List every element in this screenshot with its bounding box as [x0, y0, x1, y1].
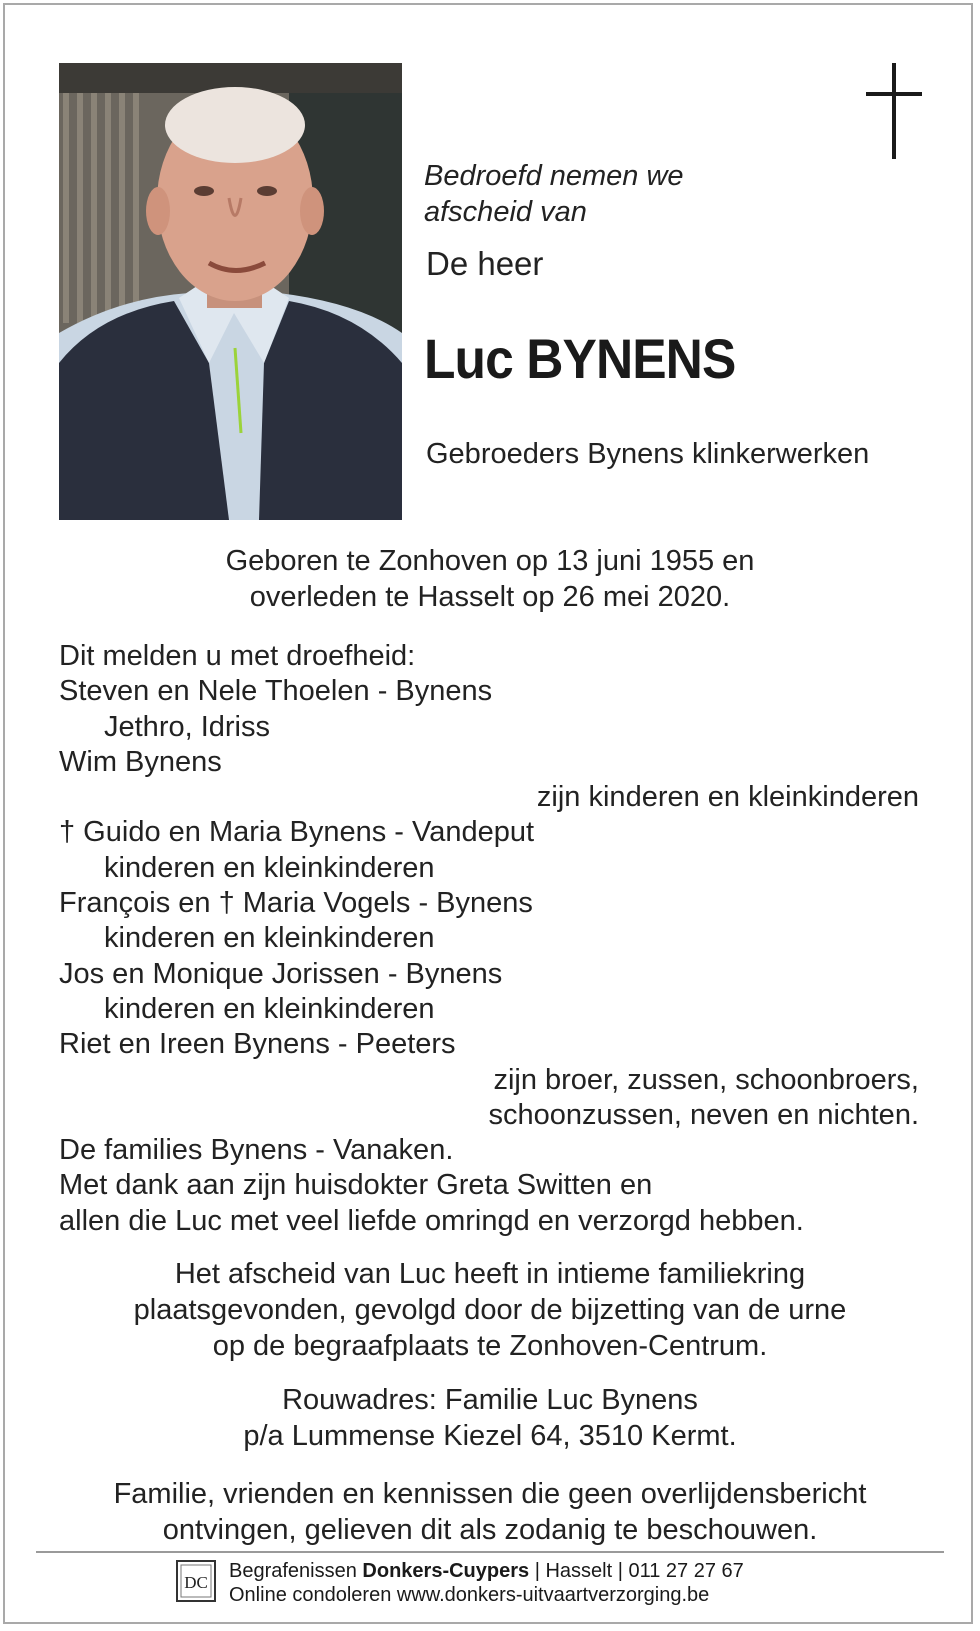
list-item: zijn broer, zussen, schoonbroers, [493, 1063, 919, 1096]
list-item: kinderen en kleinkinderen [104, 922, 435, 955]
list-item: allen die Luc met veel liefde omringd en verzorgd hebben. [59, 1204, 804, 1237]
list-item: Jos en Monique Jorissen - Bynens [59, 957, 503, 990]
list-item: † Guido en Maria Bynens - Vandeput [59, 816, 535, 849]
address-line: Rouwadres: Familie Luc Bynens [282, 1384, 698, 1416]
notice-line: ontvingen, gelieven dit als zodanig te beschouwen. [162, 1514, 818, 1546]
list-item: Wim Bynens [59, 745, 222, 778]
intro-line: afscheid van [424, 196, 587, 228]
list-item: Riet en Ireen Bynens - Peeters [59, 1028, 456, 1061]
dates-block [40, 543, 940, 615]
family-list [59, 639, 919, 1239]
footer-prefix: Begrafenissen [229, 1560, 363, 1582]
deceased-name: Luc BYNENS [424, 327, 736, 390]
list-item: kinderen en kleinkinderen [104, 851, 435, 884]
list-item: Met dank aan zijn huisdokter Greta Switten en [59, 1169, 653, 1202]
list-item: De families Bynens - Vanaken. [59, 1134, 454, 1167]
farewell-line: Het afscheid van Luc heeft in intieme familiekring [174, 1258, 806, 1290]
address-block [40, 1382, 940, 1454]
list-item: Steven en Nele Thoelen - Bynens [59, 675, 493, 708]
footer-phone: 011 27 27 67 [628, 1560, 744, 1582]
farewell-line: op de begraafplaats te Zonhoven-Centrum. [212, 1330, 768, 1362]
farewell-block [40, 1256, 940, 1364]
death-line: overleden te Hasselt op 26 mei 2020. [249, 581, 731, 613]
intro-line: Bedroefd nemen we [424, 160, 684, 192]
funeral-home-name: Donkers-Cuypers [362, 1560, 530, 1582]
notice-block [40, 1476, 940, 1548]
portrait-photo [59, 63, 402, 520]
footer-online-link[interactable]: Online condoleren www.donkers-uitvaartverzorging.be [229, 1584, 710, 1606]
cross-icon [866, 63, 924, 164]
address-line: p/a Lummense Kiezel 64, 3510 Kermt. [243, 1420, 737, 1452]
footer-divider [36, 1551, 944, 1553]
birth-line: Geboren te Zonhoven op 13 juni 1955 en [225, 545, 755, 577]
list-item: Jethro, Idriss [104, 710, 270, 743]
footer-city: | Hasselt | [529, 1560, 629, 1582]
honorific: De heer [426, 245, 544, 282]
company-name: Gebroeders Bynens klinkerwerken [426, 438, 870, 470]
funeral-home-logo [176, 1560, 216, 1607]
notice-line: Familie, vrienden en kennissen die geen overlijdensbericht [113, 1478, 867, 1510]
footer-line-1 [229, 1559, 744, 1583]
intro-text [424, 158, 684, 230]
list-item: Dit melden u met droefheid: [59, 640, 416, 672]
list-item: zijn kinderen en kleinkinderen [536, 781, 919, 814]
farewell-line: plaatsgevonden, gevolgd door de bijzetting van de urne [133, 1294, 847, 1326]
list-item: François en † Maria Vogels - Bynens [59, 887, 533, 920]
list-item: kinderen en kleinkinderen [104, 992, 435, 1025]
list-item: schoonzussen, neven en nichten. [488, 1098, 919, 1131]
footer-text [229, 1559, 744, 1607]
logo-text: DC [184, 1573, 208, 1592]
